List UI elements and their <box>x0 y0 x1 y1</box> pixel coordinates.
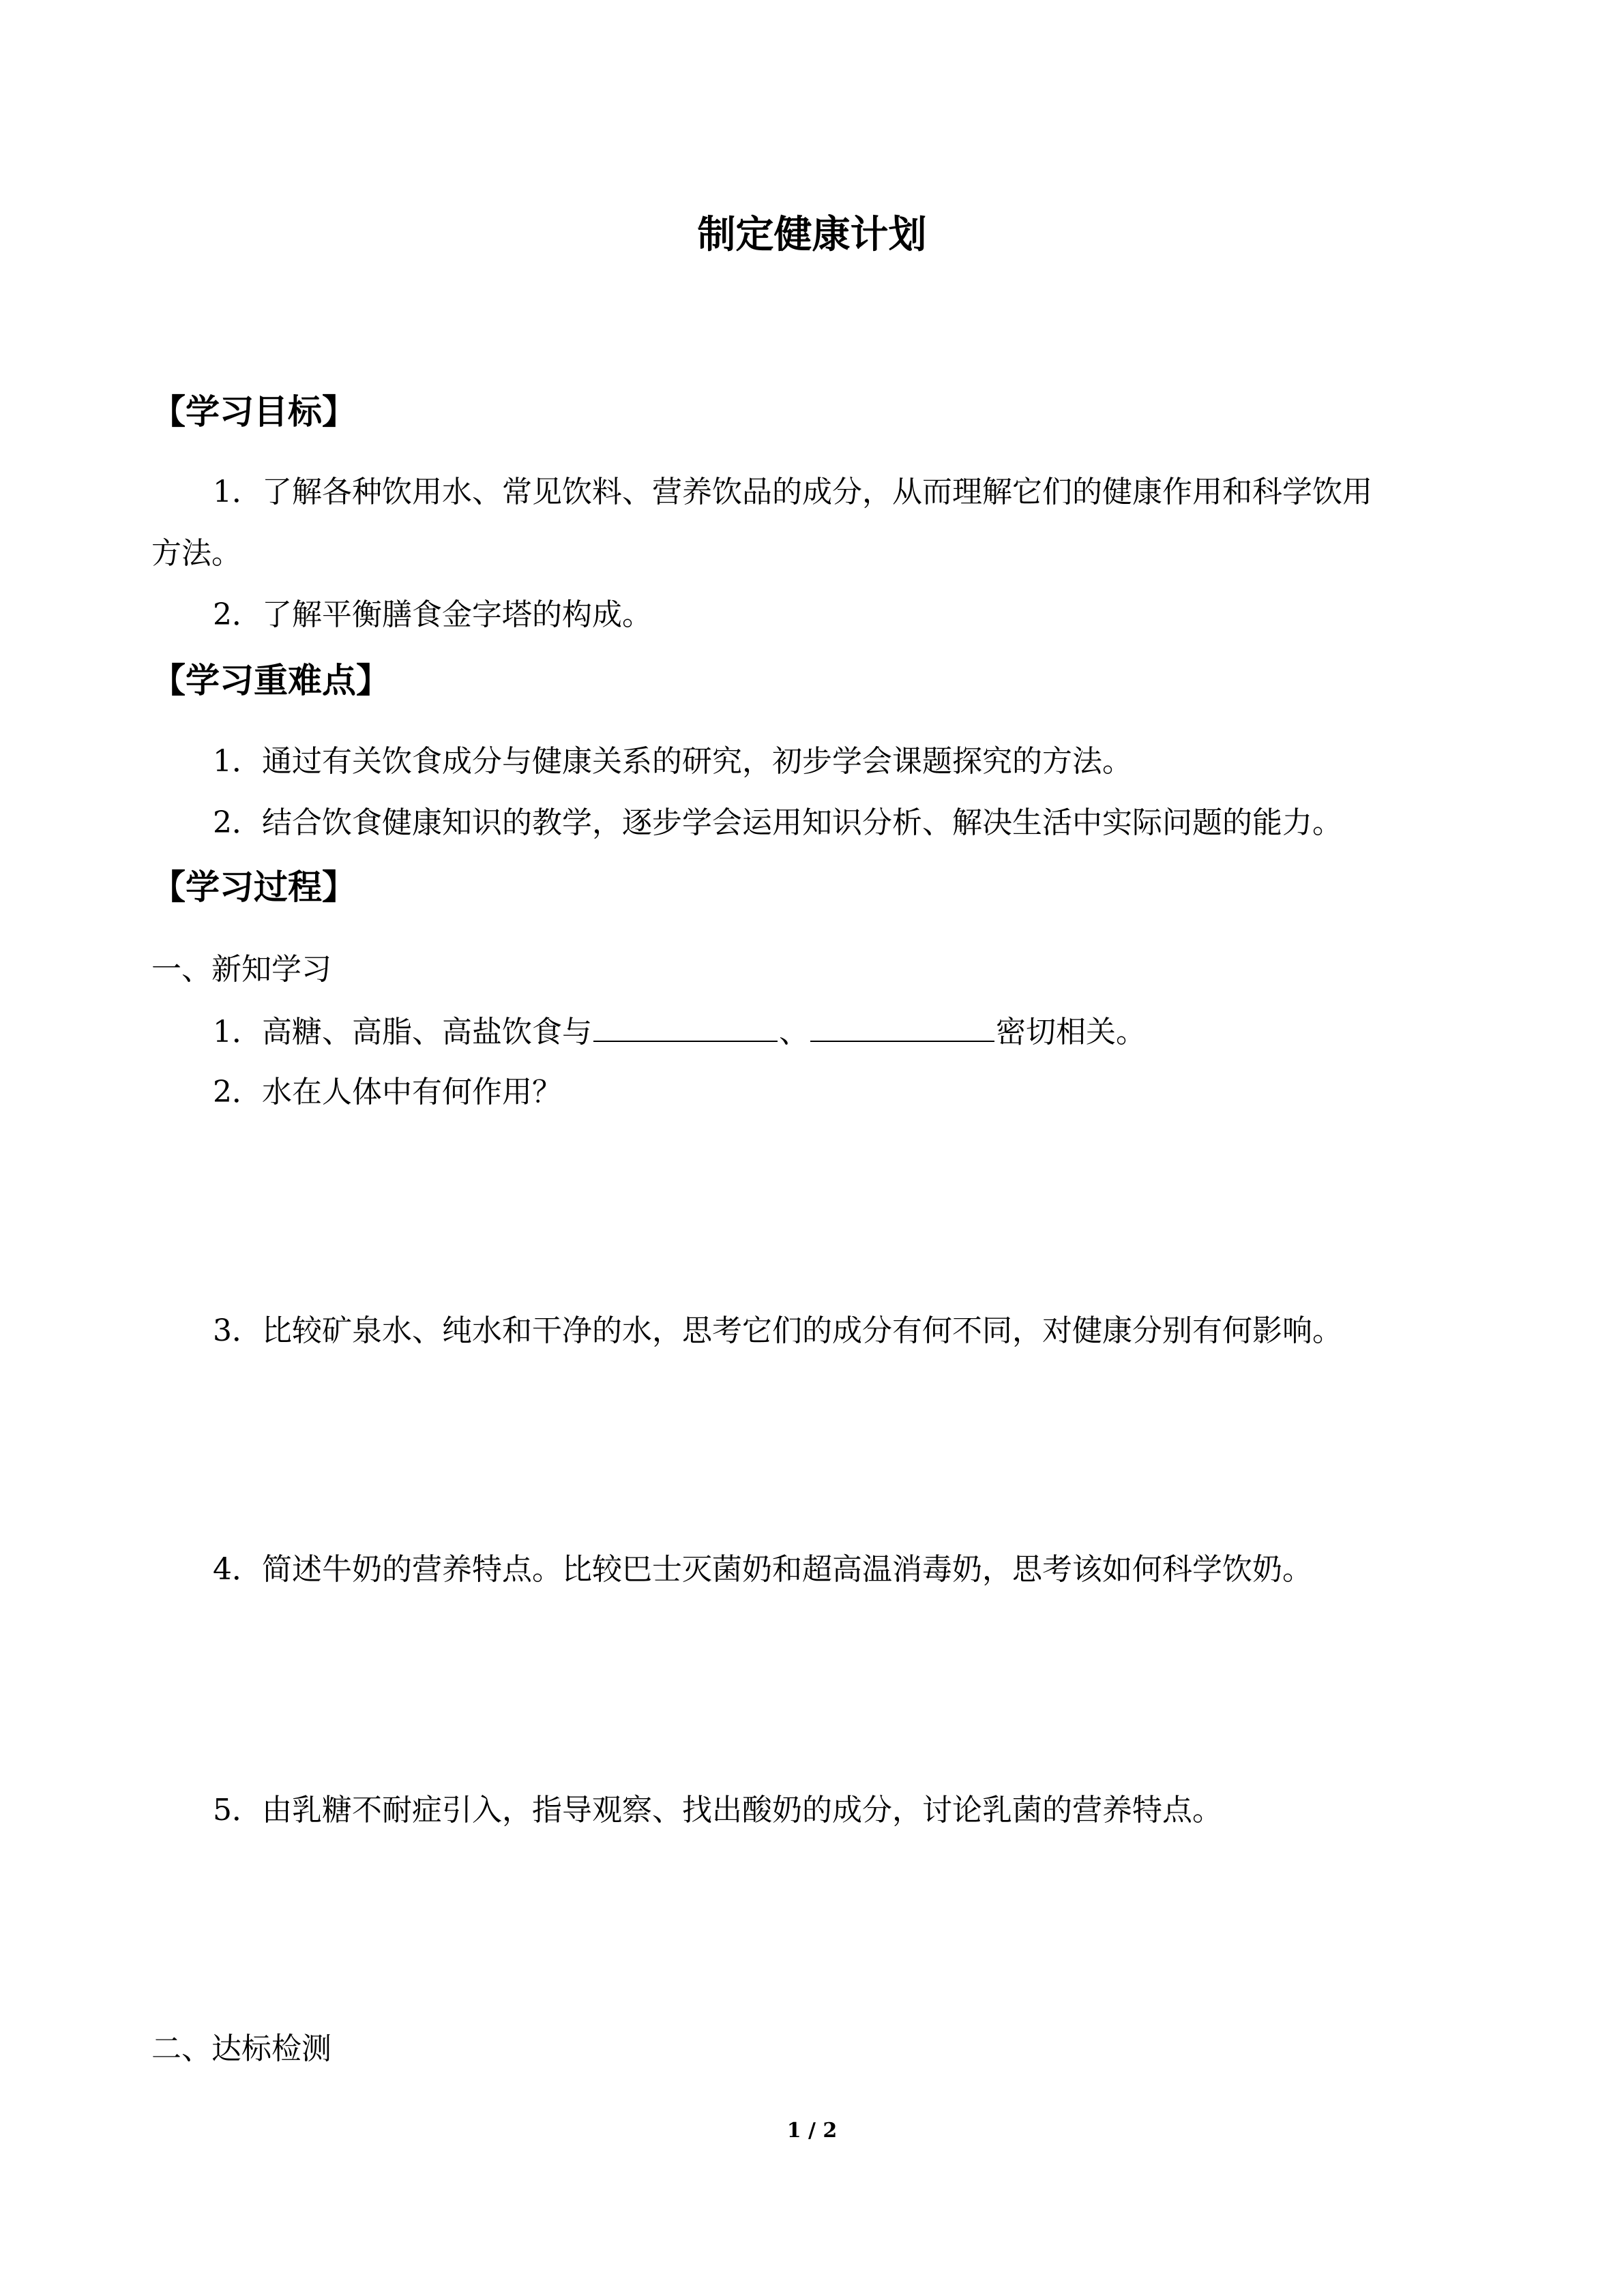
key-point-item-1: 1．通过有关饮食成分与健康关系的研究，初步学会课题探究的方法。 <box>213 744 1132 779</box>
section-heading-objectives: 【学习目标】 <box>151 392 356 432</box>
question-2: 2．水在人体中有何作用？ <box>213 1075 562 1109</box>
objective-item-1-line-2: 方法。 <box>151 536 241 571</box>
part-heading-new-knowledge: 一、新知学习 <box>151 952 331 987</box>
section-heading-key-points: 【学习重难点】 <box>151 661 390 700</box>
answer-blank-2[interactable] <box>810 1011 994 1042</box>
answer-blank-1[interactable] <box>593 1011 778 1042</box>
objective-item-1-line-1: 1．了解各种饮用水、常见饮料、营养饮品的成分，从而理解它们的健康作用和科学饮用 <box>213 475 1372 509</box>
objective-item-2: 2．了解平衡膳食金字塔的构成。 <box>213 597 652 632</box>
section-heading-process: 【学习过程】 <box>151 867 356 907</box>
part-heading-assessment: 二、达标检测 <box>151 2031 331 2066</box>
page-title: 制定健康计划 <box>697 213 927 257</box>
question-1 <box>213 1011 1146 1053</box>
key-point-item-2: 2．结合饮食健康知识的教学，逐步学会运用知识分析、解决生活中实际问题的能力。 <box>213 805 1342 840</box>
question-1-prefix: 1．高糖、高脂、高盐饮食与 <box>213 1015 592 1049</box>
question-3: 3．比较矿泉水、纯水和干净的水，思考它们的成分有何不同，对健康分别有何影响。 <box>213 1313 1342 1348</box>
question-1-separator: 、 <box>779 1015 809 1049</box>
question-1-suffix: 密切相关。 <box>996 1015 1146 1049</box>
page-number: 1 / 2 <box>786 2119 838 2143</box>
question-5: 5．由乳糖不耐症引入，指导观察、找出酸奶的成分，讨论乳菌的营养特点。 <box>213 1793 1222 1828</box>
question-4: 4．简述牛奶的营养特点。比较巴士灭菌奶和超高温消毒奶，思考该如何科学饮奶。 <box>213 1552 1312 1587</box>
